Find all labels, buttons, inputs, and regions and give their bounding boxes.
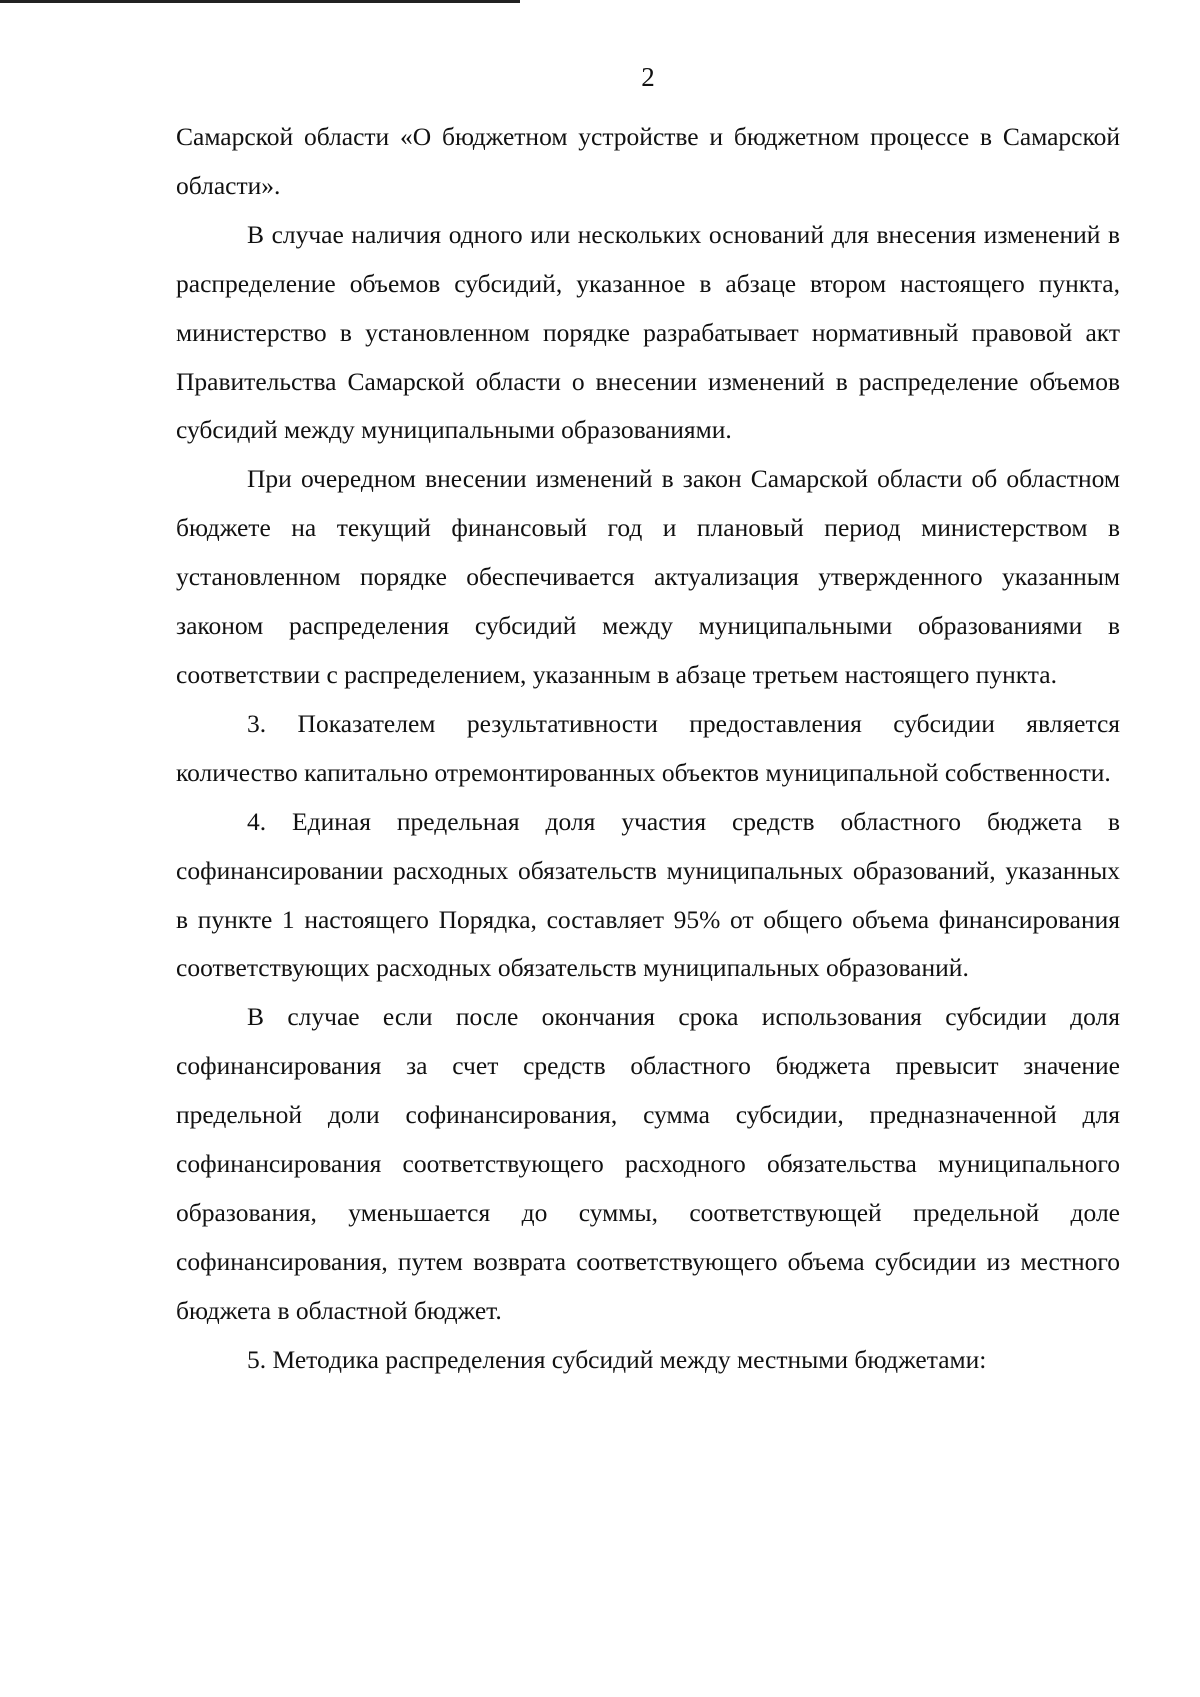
paragraph-4: 3. Показателем результативности предоставления субсидии является количество капитально отремонтированных объектов муниципальной собственности.	[176, 708, 1120, 787]
paragraph-6: В случае если после окончания срока использования субсидии доля софинансирования за счет средств областного бюджета превысит значение предельной доли софинансирования, сумма субсидии, предназначенной для софинансирования соответствующего расходного обязательства муниципального образования, уменьшается до суммы, соответствующей предельной доле софинансирования, путем возврата соответствующего объема субсидии из местного бюджета в областной бюджет.	[176, 1002, 1120, 1325]
paragraph-3: При очередном внесении изменений в закон Самарской области об областном бюджете на текущий финансовый год и плановый период министерством в установленном порядке обеспечивается актуализация утвержденного указанным законом распределения субсидий между муниципальными образованиями в соответствии с распределением, указанным в абзаце третьем настоящего пункта.	[176, 464, 1120, 689]
paragraph-5: 4. Единая предельная доля участия средств областного бюджета в софинансировании расходных обязательств муниципальных образований, указанных в пункте 1 настоящего Порядка, составляет 95% от общего объема финансирования соответствующих расходных обязательств муниципальных образований.	[176, 806, 1120, 983]
document-body	[176, 113, 1120, 1385]
paragraph-2: В случае наличия одного или нескольких оснований для внесения изменений в распределение объемов субсидий, указанное в абзаце втором настоящего пункта, министерство в установленном порядке разрабатывает нормативный правовой акт Правительства Самарской области о внесении изменений в распределение объемов субсидий между муниципальными образованиями.	[176, 219, 1120, 445]
top-rule	[0, 0, 520, 3]
page-number: 2	[641, 62, 655, 92]
paragraph-1: Самарской области «О бюджетном устройстве и бюджетном процессе в Самарской области».	[176, 122, 1120, 200]
paragraph-7: 5. Методика распределения субсидий между местными бюджетами:	[247, 1344, 987, 1374]
